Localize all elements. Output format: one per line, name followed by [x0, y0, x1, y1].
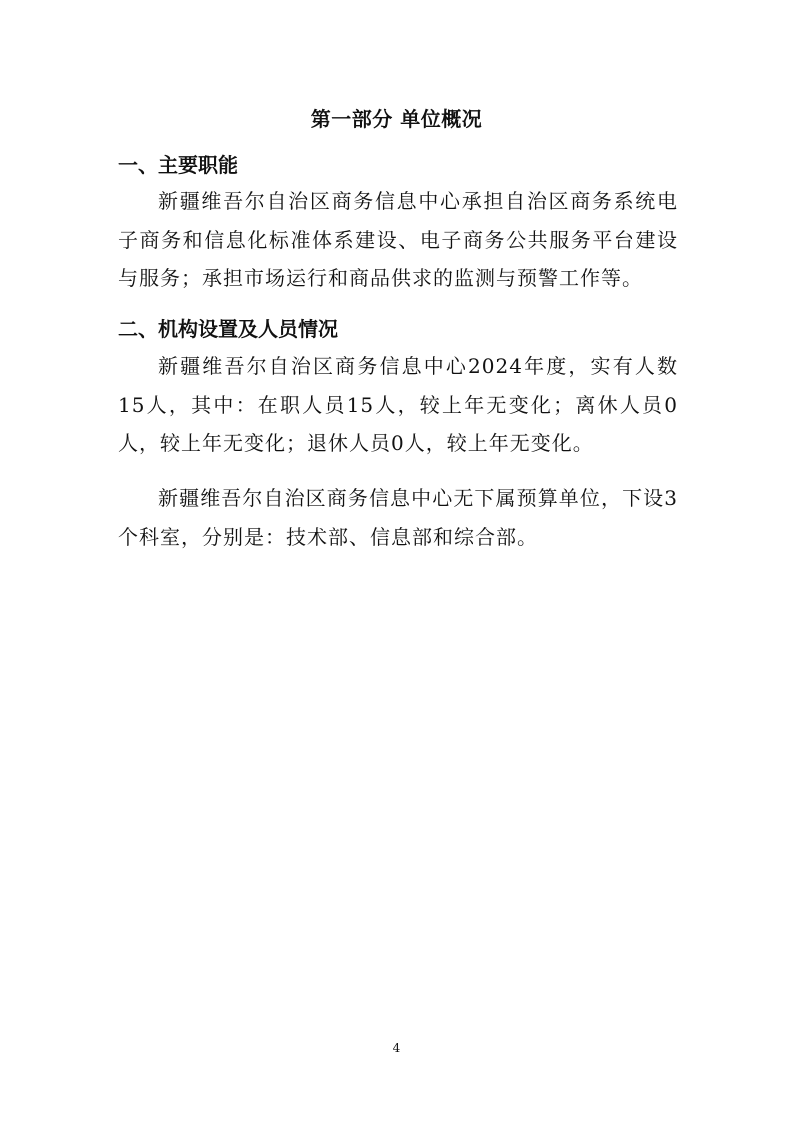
paragraph-main-functions: 新疆维吾尔自治区商务信息中心承担自治区商务系统电子商务和信息化标准体系建设、电子商务公共服务平台建设与服务；承担市场运行和商品供求的监测与预警工作等。 [118, 189, 678, 290]
section-heading-main-functions: 一、主要职能 [118, 153, 238, 177]
paragraph-staff-numbers: 新疆维吾尔自治区商务信息中心2024年度，实有人数15人，其中：在职人员15人，较上年无变化；离休人员0人，较上年无变化；退休人员0人，较上年无变化。 [118, 354, 678, 455]
part-title: 第一部分 单位概况 [310, 107, 483, 131]
page-number: 4 [392, 1041, 401, 1055]
section-heading-organization-staff: 二、机构设置及人员情况 [118, 317, 338, 341]
paragraph-departments: 新疆维吾尔自治区商务信息中心无下属预算单位，下设3个科室，分别是：技术部、信息部和综合部。 [118, 486, 678, 549]
